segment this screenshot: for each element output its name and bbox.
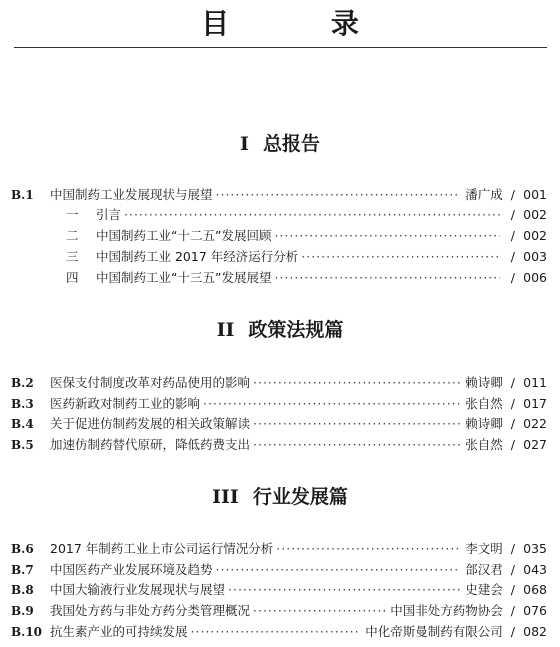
title-divider	[14, 47, 547, 48]
toc-entry[interactable]	[0, 414, 560, 434]
toc-subentry[interactable]	[0, 268, 560, 288]
entry-author: 赖诗卿	[465, 375, 503, 390]
section-numeral: II	[216, 319, 235, 341]
entry-author: 李文明	[465, 541, 503, 556]
entry-code: B.3	[11, 397, 34, 411]
leader-dots	[276, 539, 460, 559]
entry-author: 郃汉君	[465, 562, 503, 577]
entry-author: 张自然	[465, 437, 503, 452]
toc-entry[interactable]	[0, 580, 560, 600]
entry-title: 中国制药工业 2017 年经济运行分析	[96, 249, 299, 264]
entry-author: 张自然	[465, 396, 503, 411]
entry-author: 中化帝斯曼制药有限公司	[365, 624, 503, 639]
section-name: 行业发展篇	[252, 486, 348, 508]
entry-page: 017	[523, 396, 547, 411]
separator: /	[510, 249, 515, 264]
entry-code: B.1	[11, 188, 34, 202]
entry-page: 001	[523, 187, 547, 202]
entry-page: 011	[523, 375, 547, 390]
entry-code: B.8	[11, 583, 34, 597]
leader-dots	[191, 622, 361, 642]
page-title: 目 录	[201, 7, 405, 40]
entry-title: 加速仿制药替代原研，降低药费支出	[50, 437, 251, 452]
entry-title: 中国医药产业发展环境及趋势	[50, 562, 213, 577]
entry-page: 035	[523, 541, 547, 556]
section-numeral: III	[212, 486, 239, 508]
entry-title: 我国处方药与非处方药分类管理概况	[50, 603, 251, 618]
entry-code: B.6	[11, 542, 34, 556]
separator: /	[510, 624, 515, 639]
toc-entry[interactable]	[0, 601, 560, 621]
separator: /	[510, 437, 515, 452]
section-heading-3	[0, 484, 560, 510]
entry-title: 关于促进仿制药发展的相关政策解读	[50, 416, 251, 431]
leader-dots	[216, 185, 461, 205]
subentry-number: 四	[66, 270, 79, 285]
entry-code: B.10	[11, 625, 43, 639]
toc-subentry[interactable]	[0, 226, 560, 246]
leader-dots	[203, 394, 460, 414]
section-name: 政策法规篇	[248, 319, 344, 341]
entry-page: 082	[523, 624, 547, 639]
subentry-number: 三	[66, 249, 79, 264]
leader-dots	[253, 601, 385, 621]
entry-page: 006	[523, 270, 547, 285]
entry-page: 043	[523, 562, 547, 577]
entry-page: 027	[523, 437, 547, 452]
section-heading-1	[0, 131, 560, 157]
entry-title: 中国制药工业“十二五”发展回顾	[96, 228, 272, 243]
separator: /	[510, 228, 515, 243]
leader-dots	[124, 205, 500, 225]
entry-code: B.7	[11, 563, 34, 577]
entry-title: 医保支付制度改革对药品使用的影响	[50, 375, 251, 390]
entry-page: 022	[523, 416, 547, 431]
entry-page: 002	[523, 207, 547, 222]
toc-entry[interactable]	[0, 560, 560, 580]
leader-dots	[253, 373, 460, 393]
entry-page: 003	[523, 249, 547, 264]
leader-dots	[228, 580, 460, 600]
separator: /	[510, 375, 515, 390]
entry-page: 076	[523, 603, 547, 618]
entry-author: 潘广成	[465, 187, 503, 202]
entry-page: 002	[523, 228, 547, 243]
entry-author: 史建会	[465, 582, 503, 597]
entry-title: 中国大输液行业发展现状与展望	[50, 582, 226, 597]
toc-subentry[interactable]	[0, 247, 560, 267]
separator: /	[510, 207, 515, 222]
leader-dots	[274, 268, 499, 288]
separator: /	[510, 603, 515, 618]
entry-code: B.4	[11, 417, 34, 431]
entry-title: 中国制药工业“十三五”发展展望	[96, 270, 272, 285]
entry-page: 068	[523, 582, 547, 597]
separator: /	[510, 270, 515, 285]
toc-entry[interactable]	[0, 622, 560, 642]
separator: /	[510, 396, 515, 411]
leader-dots	[301, 247, 500, 267]
toc-entry[interactable]	[0, 435, 560, 455]
subentry-number: 一	[66, 207, 79, 222]
entry-title: 2017 年制药工业上市公司运行情况分析	[50, 541, 274, 556]
entry-title: 抗生素产业的可持续发展	[50, 624, 188, 639]
toc-entry[interactable]	[0, 185, 560, 205]
entry-author: 中国非处方药物协会	[390, 603, 503, 618]
subentry-number: 二	[66, 228, 79, 243]
section-heading-2	[0, 317, 560, 343]
section-name: 总报告	[262, 133, 320, 155]
entry-code: B.9	[11, 604, 34, 618]
entry-code: B.2	[11, 376, 34, 390]
separator: /	[510, 541, 515, 556]
entry-title: 中国制药工业发展现状与展望	[50, 187, 213, 202]
leader-dots	[274, 226, 499, 246]
separator: /	[510, 562, 515, 577]
separator: /	[510, 582, 515, 597]
section-numeral: I	[240, 133, 249, 155]
toc-entry[interactable]	[0, 539, 560, 559]
leader-dots	[216, 560, 461, 580]
separator: /	[510, 187, 515, 202]
toc-subentry[interactable]	[0, 205, 560, 225]
leader-dots	[253, 435, 460, 455]
leader-dots	[253, 414, 460, 434]
entry-title: 医药新政对制药工业的影响	[50, 396, 201, 411]
entry-author: 赖诗卿	[465, 416, 503, 431]
separator: /	[510, 416, 515, 431]
toc-entry[interactable]	[0, 373, 560, 393]
entry-title: 引言	[96, 207, 122, 222]
entry-code: B.5	[11, 438, 34, 452]
toc-entry[interactable]	[0, 394, 560, 414]
